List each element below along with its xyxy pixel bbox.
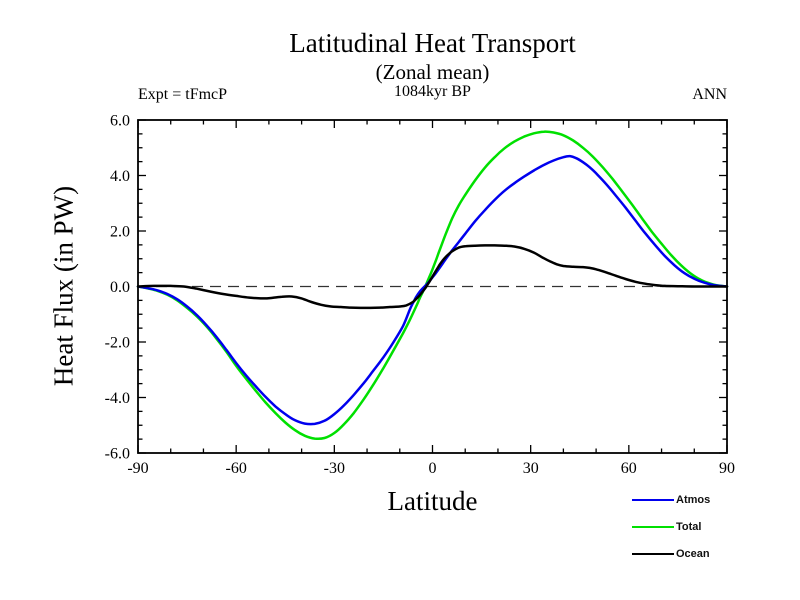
y-axis-title: Heat Flux (in PW) (48, 185, 79, 387)
legend-item-total (632, 513, 710, 540)
series-total-line (138, 132, 727, 439)
legend (632, 486, 710, 567)
y-tick-label: -4.0 (104, 390, 130, 407)
legend-label-total: Total (676, 520, 702, 533)
x-tick-label: -30 (323, 460, 345, 477)
legend-line-total (632, 526, 674, 528)
legend-line-ocean (632, 553, 674, 555)
legend-item-ocean (632, 540, 710, 567)
y-tick-label: 6.0 (110, 112, 130, 130)
x-tick-label: 30 (522, 460, 539, 477)
legend-label-atmos: Atmos (676, 493, 711, 506)
x-tick-label: 60 (620, 460, 637, 477)
chart-title: Latitudinal Heat Transport (289, 28, 576, 58)
x-tick-label: 90 (719, 460, 735, 477)
x-tick-label: -90 (127, 460, 149, 477)
y-tick-label: 2.0 (110, 223, 130, 241)
season-label: ANN (692, 86, 727, 103)
y-tick-label: -6.0 (104, 445, 130, 463)
legend-line-atmos (632, 499, 674, 501)
series-atmos-line (138, 156, 727, 424)
series-ocean-line (138, 245, 727, 308)
x-tick-label: -60 (225, 460, 247, 477)
x-axis-title: Latitude (387, 486, 478, 516)
legend-item-atmos (632, 486, 710, 513)
time-label: 1084kyr BP (394, 83, 471, 100)
experiment-label: Expt = tFmcP (138, 86, 228, 103)
chart-subtitle: (Zonal mean) (375, 60, 490, 84)
y-tick-label: -2.0 (104, 334, 130, 352)
x-tick-label: 0 (428, 460, 437, 477)
y-tick-label: 0.0 (110, 279, 130, 296)
y-tick-label: 4.0 (110, 168, 130, 185)
legend-label-ocean: Ocean (676, 547, 710, 560)
